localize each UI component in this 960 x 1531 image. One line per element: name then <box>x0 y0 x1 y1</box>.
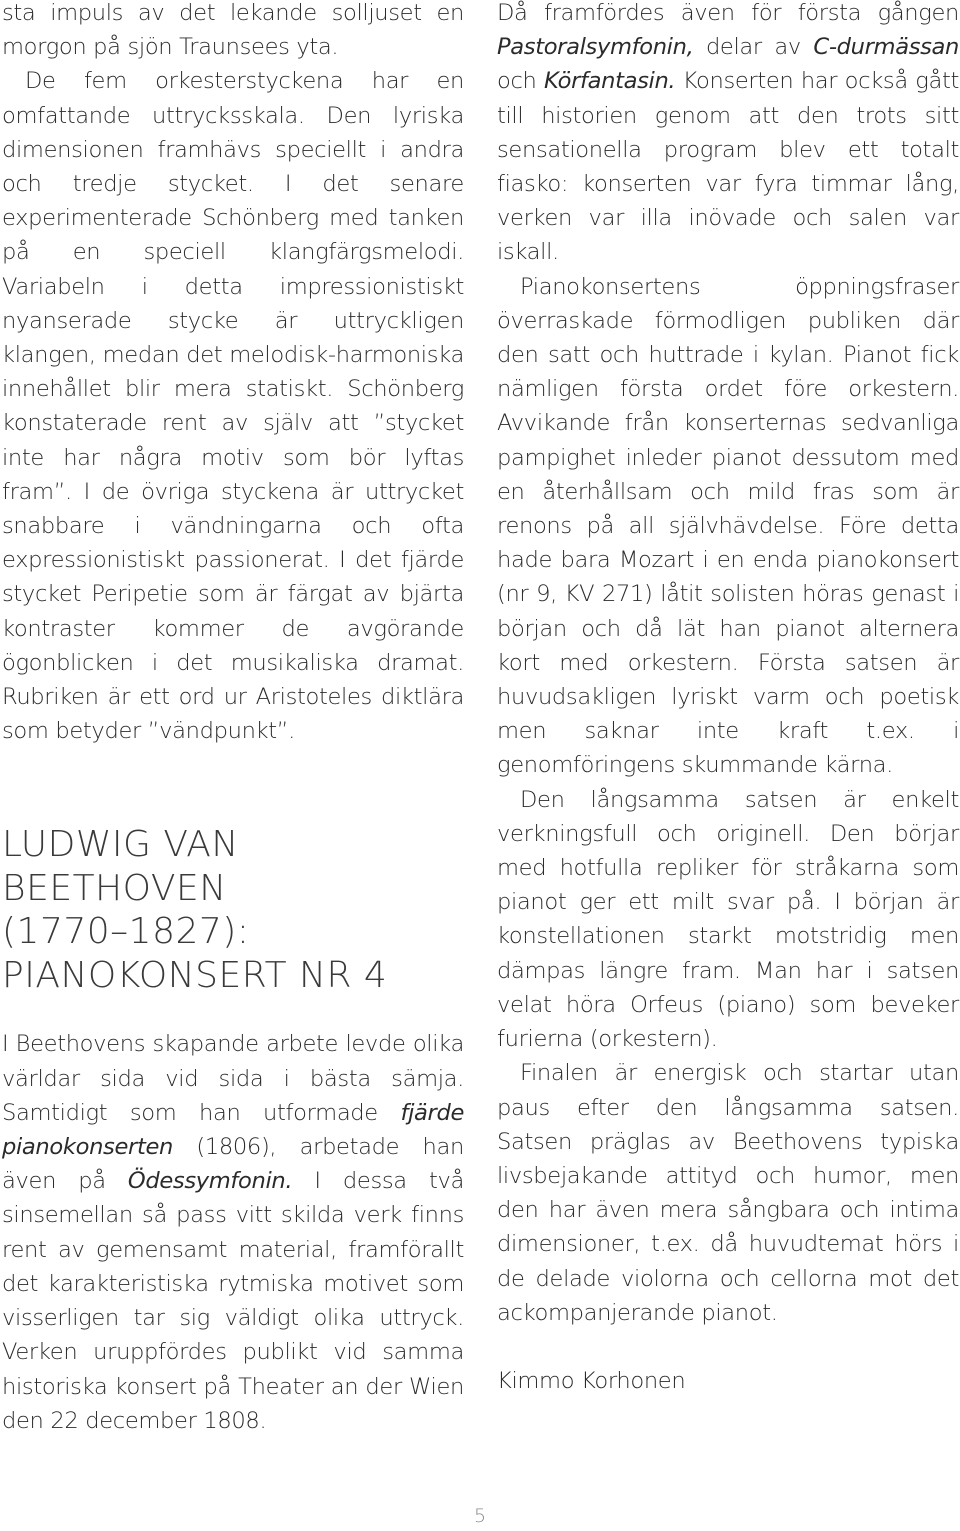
right-column <box>497 0 959 1398</box>
work-title: Pastoralsymfonin, <box>497 34 694 61</box>
left-column <box>2 0 464 1438</box>
paragraph <box>2 1027 464 1437</box>
work-title: Körfantasin. <box>543 68 676 95</box>
text-run: delar av <box>693 34 814 61</box>
text-run: Konserten har också gått till historien genom att den trots sitt sensationella program blev ett totalt fiasko: konserten var fyra timmar lång, verken var illa inövade och salen var iskall. <box>497 68 959 266</box>
paragraph: De fem orkesterstyckena har en omfattande uttrycksskala. Den lyriska dimensionen framhävs speciellt i andra och tredje stycket. I det senare experimenterade Schönberg med tanken på en speciell klangfärgsmelodi. Variabeln i detta impressionistiskt nyanserade stycke är uttryckligen klangen, medan det melodisk-harmoniska innehållet blir mera statiskt. Schönberg konstaterade rent av själv att ”stycket inte har några motiv som bör lyftas fram”. I de övriga styckena är uttrycket snabbare i vändningarna och ofta expressionistiskt passionerat. I det fjärde stycket Peripetie som är färgat av bjärta kontraster kommer de avgörande ögonblicken i det musikaliska dramat. Rubriken är ett ord ur Aristoteles diktlära som betyder ”vändpunkt”. <box>2 68 464 745</box>
text-run: I dessa två sinsemellan så pass vitt skilda verk finns rent av gemensamt material, framförallt det karakteristiska rytmiska motivet som visserligen tar sig väldigt olika uttryck. Verken uruppfördes publikt vid samma historiska konsert på Theater an der Wien den 22 december 1808. <box>2 1168 465 1434</box>
heading-line: BEETHOVEN <box>2 867 227 909</box>
paragraph: Finalen är energisk och startar utan paus efter den långsamma satsen. Satsen präglas av Beethovens typiska livsbejakande attityd och humor, men den har även mera sångbara och intima dimensioner, t.ex. då huvudtemat hörs i de delade violorna och cellorna mot det ackompanjerande pianot. <box>497 1060 959 1326</box>
paragraph: Pianokonsertens öppningsfraser överraskade förmodligen publiken där den satt och huttrade i kylan. Pianot fick nämligen första ordet före orkestern. Avvikande från konserternas sedvanliga pampighet inleder pianot dessutom med en återhållsam och mild fras som är renons på all självhävdelse. Före detta hade bara Mozart i en enda pianokonsert (nr 9, KV 271) låtit solisten höras genast i början och då lät han pianot alternera kort med orkestern. Första satsen är huvudsakligen lyriskt varm och poetisk men saknar inte kraft t.ex. i genomföringens skummande kärna. <box>497 273 959 779</box>
heading-line: PIANOKONSERT NR 4 <box>2 954 388 996</box>
work-title: Ödessymfonin. <box>127 1168 293 1195</box>
text-run: och <box>497 68 544 95</box>
text-run: I Beethovens skapande arbete levde olika världar sida vid sida i bästa sämja. Samtidigt som han utformade <box>2 1031 464 1126</box>
paragraph <box>497 0 959 270</box>
text-run: Då framfördes även för första gången <box>497 0 959 26</box>
paragraph: sta impuls av det lekande solljuset en morgon på sjön Traunsees yta. <box>2 0 464 61</box>
paragraph: Den långsamma satsen är enkelt verkningsfull och originell. Den börjar med hotfulla repliker för stråkarna som pianot ger ett milt svar på. I början är konstellationen starkt motstridig men dämpas längre fram. Man har i satsen velat höra Orfeus (piano) som beveker furierna (orkestern). <box>497 786 959 1053</box>
heading-line: LUDWIG VAN <box>2 824 239 866</box>
text-run: (1806), arbetade han även på <box>2 1134 464 1195</box>
section-heading <box>2 823 464 997</box>
work-title: fjärde pianokonserten <box>2 1099 464 1161</box>
author-signature: Kimmo Korhonen <box>497 1367 686 1394</box>
work-title: C-durmässan <box>813 34 959 61</box>
heading-line: (1770–1827): <box>2 911 250 953</box>
page-number: 5 <box>473 1505 487 1527</box>
